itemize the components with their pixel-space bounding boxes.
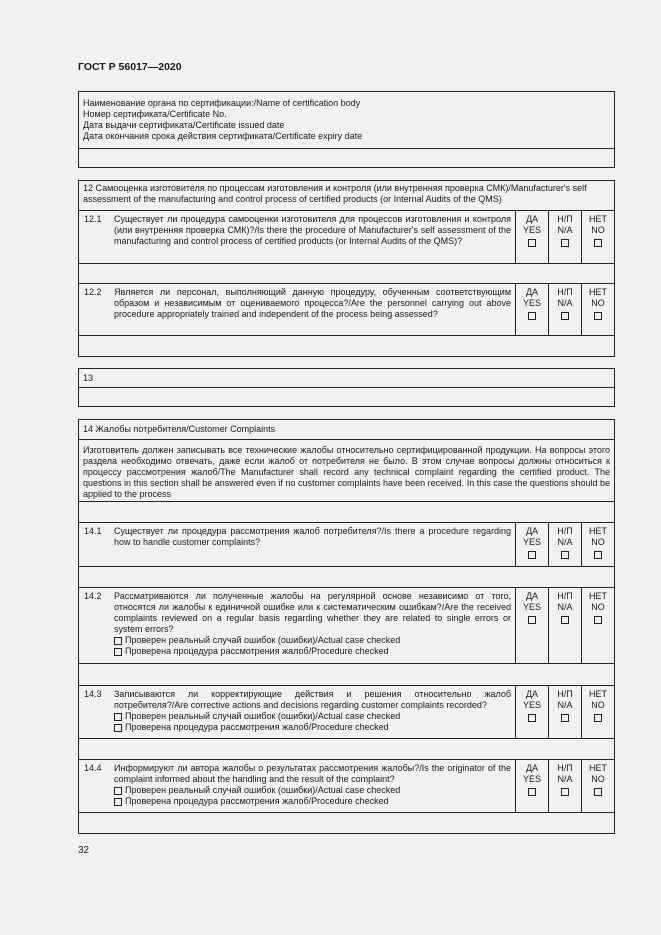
certificate-info-box — [78, 91, 615, 168]
answer-field[interactable] — [79, 812, 614, 833]
question-number: 14.3 — [84, 689, 102, 699]
question-number: 12.1 — [84, 214, 102, 224]
checkbox-icon[interactable] — [528, 239, 536, 247]
cert-issued-date-label: Дата выдачи сертификата/Certificate issued date — [83, 120, 285, 130]
yes-option[interactable]: ДА YES — [515, 588, 548, 663]
na-option[interactable]: Н/П N/A — [548, 686, 581, 738]
answer-field[interactable] — [79, 501, 614, 522]
section-12-title: 12 Самооценка изготовителя по процессам изготовления и контроля (или внутренняя проверка СМК)/Manufacturer's self assessment of the manufacturing and control process of certified products (or Internal Audits of the QMS) — [83, 183, 587, 204]
section-12-box — [78, 180, 615, 357]
section-14-box — [78, 419, 615, 834]
procedure-item[interactable]: Проверена процедура рассмотрения жалоб/Procedure checked — [114, 796, 511, 807]
question-14-4 — [79, 759, 614, 812]
na-option[interactable]: Н/П N/A — [548, 760, 581, 812]
section-13-title: 13 — [83, 373, 94, 383]
section-13-box — [78, 368, 615, 407]
checkbox-icon[interactable] — [561, 788, 569, 796]
checkbox-icon[interactable] — [594, 714, 602, 722]
question-14-1 — [79, 522, 614, 566]
checkbox-icon[interactable] — [114, 648, 122, 656]
checkbox-icon[interactable] — [528, 551, 536, 559]
checkbox-icon[interactable] — [528, 714, 536, 722]
document-header: ГОСТ Р 56017—2020 — [78, 61, 182, 73]
question-text: Рассматриваются ли полученные жалобы на регулярной основе независимо от того, относятся ли жалобы к единичной ошибке или к систематическим ошибкам?/Are the received complaints reviewed on a regular basis regarding whether they are related to single errors or system errors? — [114, 591, 511, 634]
question-block — [110, 686, 515, 738]
no-option[interactable]: НЕТ NO — [581, 686, 614, 738]
na-option[interactable]: Н/П N/A — [548, 211, 581, 263]
no-option[interactable]: НЕТ NO — [581, 211, 614, 263]
checkbox-icon[interactable] — [528, 616, 536, 624]
no-option[interactable]: НЕТ NO — [581, 760, 614, 812]
question-text: Записываются ли корректирующие действия и решения относительно жалоб потребителя?/Are corrective actions and decisions regarding customer complaints recorded? — [114, 689, 511, 710]
actual-case-item[interactable]: Проверен реальный случай ошибок (ошибки)/Actual case checked — [114, 711, 511, 722]
question-number: 14.2 — [84, 591, 102, 601]
na-option[interactable]: Н/П N/A — [548, 588, 581, 663]
checkbox-icon[interactable] — [114, 787, 122, 795]
actual-case-item[interactable]: Проверен реальный случай ошибок (ошибки)/Actual case checked — [114, 785, 511, 796]
checkbox-icon[interactable] — [114, 798, 122, 806]
procedure-item[interactable]: Проверена процедура рассмотрения жалоб/Procedure checked — [114, 646, 511, 657]
yes-option[interactable]: ДА YES — [515, 760, 548, 812]
checkbox-icon[interactable] — [561, 239, 569, 247]
checkbox-icon[interactable] — [594, 616, 602, 624]
question-block — [110, 760, 515, 812]
checkbox-icon[interactable] — [561, 551, 569, 559]
question-text: Существует ли процедура самооценки изготовителя для процессов изготовления и контроля (или внутренняя проверка СМК)?/Is there the procedure of Manufacturer's self assessment of the manufacturing and control process of certified products (or Internal Audits of the QMS)? — [114, 214, 511, 246]
question-14-2 — [79, 587, 614, 663]
question-14-3 — [79, 685, 614, 738]
question-text: Существует ли процедура рассмотрения жалоб потребителя?/Is there a procedure regarding how to handle customer complaints? — [114, 526, 511, 547]
section-14-intro: Изготовитель должен записывать все технические жалобы относительно сертифицированной продукции. На вопросы этого раздела необходимо отвечать, даже если жалоб от потребителя не было. В этом случае вопросы должны относиться к процессу рассмотрения жалоб/The Manufacturer shall record any technical complaint regarding the certified product. The questions in this section shall be answered even if no customer complaints have been received. In this case the questions should be applied to the process — [79, 439, 614, 501]
yes-option[interactable]: ДА YES — [515, 523, 548, 566]
answer-field[interactable] — [79, 263, 614, 283]
no-option[interactable]: НЕТ NO — [581, 588, 614, 663]
answer-field[interactable] — [79, 663, 614, 685]
cert-expiry-date-label: Дата окончания срока действия сертификата/Certificate expiry date — [83, 131, 363, 141]
checkbox-icon[interactable] — [594, 312, 602, 320]
question-12-2 — [79, 283, 614, 335]
section-14-title: 14 Жалобы потребителя/Customer Complaints — [83, 424, 276, 434]
question-number: 14.4 — [84, 763, 102, 773]
na-option[interactable]: Н/П N/A — [548, 284, 581, 335]
page-number: 32 — [78, 845, 90, 856]
question-text: Информируют ли автора жалобы о результатах рассмотрения жалобы?/Is the originator of the complaint informed about the handling and the result of the complaint? — [114, 763, 511, 784]
procedure-item[interactable]: Проверена процедура рассмотрения жалоб/Procedure checked — [114, 722, 511, 733]
checkbox-icon[interactable] — [528, 312, 536, 320]
checkbox-icon[interactable] — [561, 312, 569, 320]
yes-option[interactable]: ДА YES — [515, 211, 548, 263]
checkbox-icon[interactable] — [528, 788, 536, 796]
na-option[interactable]: Н/П N/A — [548, 523, 581, 566]
answer-field[interactable] — [79, 566, 614, 587]
question-number: 14.1 — [84, 526, 102, 536]
cert-number-label: Номер сертификата/Certificate No. — [83, 109, 227, 119]
checkbox-icon[interactable] — [114, 724, 122, 732]
yes-option[interactable]: ДА YES — [515, 686, 548, 738]
checkbox-icon[interactable] — [561, 616, 569, 624]
cert-info-answer-field[interactable] — [79, 148, 614, 168]
checkbox-icon[interactable] — [594, 788, 602, 796]
question-number: 12.2 — [84, 287, 102, 297]
question-block — [110, 588, 515, 663]
yes-option[interactable]: ДА YES — [515, 284, 548, 335]
answer-field[interactable] — [79, 387, 614, 407]
answer-field[interactable] — [79, 738, 614, 759]
checkbox-icon[interactable] — [561, 714, 569, 722]
no-option[interactable]: НЕТ NO — [581, 284, 614, 335]
question-text: Является ли персонал, выполняющий данную процедуру, обученным соответствующим образом и независимым от оцениваемого процесса?/Are the personnel carrying out above procedure appropriately trained and independent of the process being assessed? — [114, 287, 511, 319]
question-12-1 — [79, 210, 614, 263]
actual-case-item[interactable]: Проверен реальный случай ошибок (ошибки)/Actual case checked — [114, 635, 511, 646]
cert-body-name-label: Наименование органа по сертификации:/Name of certification body — [83, 98, 361, 108]
checkbox-icon[interactable] — [114, 713, 122, 721]
answer-field[interactable] — [79, 335, 614, 356]
no-option[interactable]: НЕТ NO — [581, 523, 614, 566]
checkbox-icon[interactable] — [114, 637, 122, 645]
checkbox-icon[interactable] — [594, 239, 602, 247]
checkbox-icon[interactable] — [594, 551, 602, 559]
